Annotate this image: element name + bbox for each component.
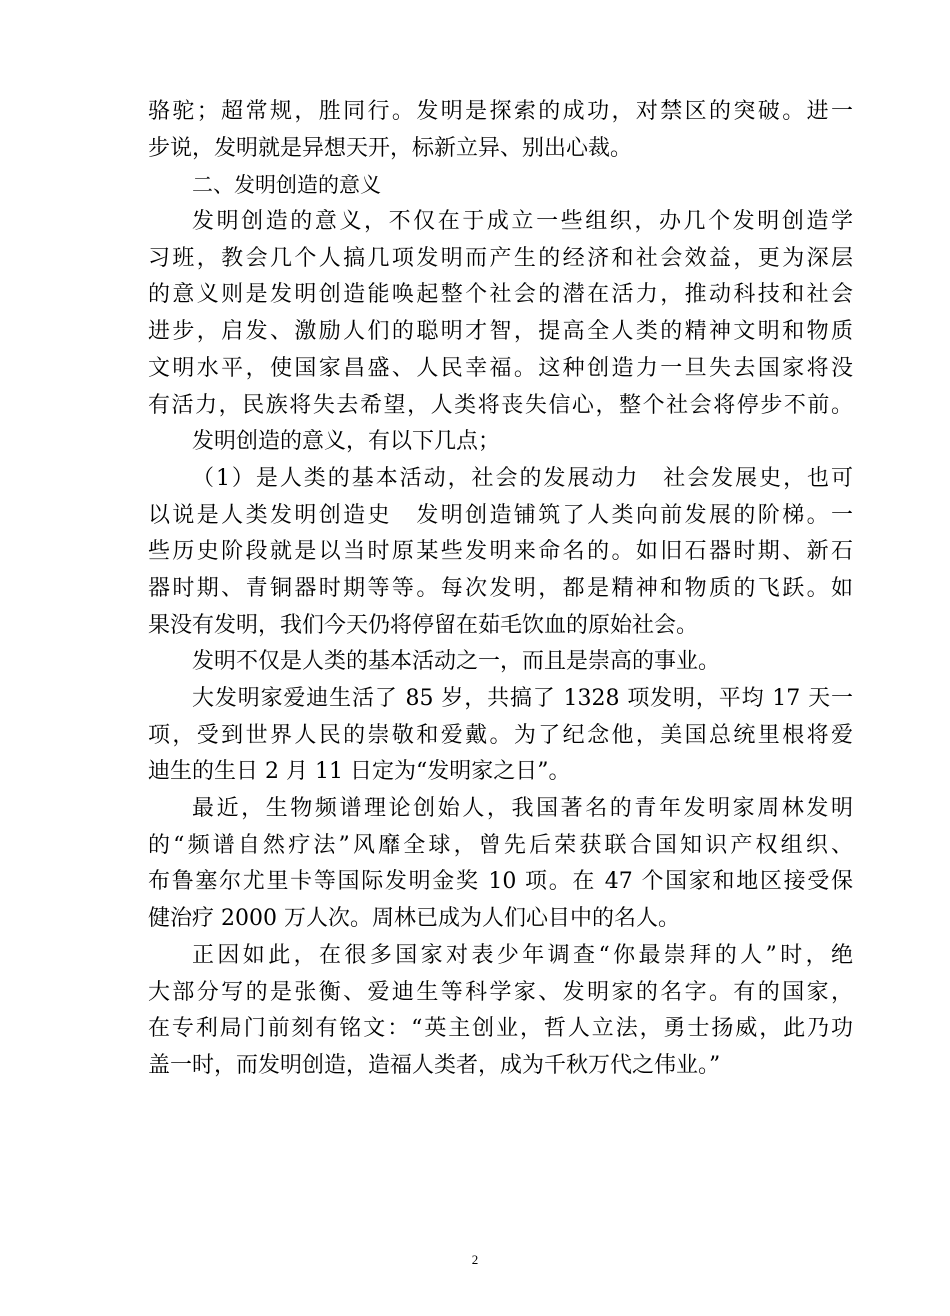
text-line: 器时期、青铜器时期等等。每次发明，都是精神和物质的飞跃。如 [148,575,853,601]
text-line: 项，受到世界人民的崇敬和爱戴。为了纪念他，美国总统里根将爱 [148,722,853,748]
text-line: 迪生的生日 2 月 11 日定为“发明家之日”。 [148,759,571,785]
text-line: 果没有发明，我们今天仍将停留在茹毛饮血的原始社会。 [148,612,699,638]
text-line: 最近，生物频谱理论创始人，我国著名的青年发明家周林发明 [192,796,853,822]
text-line: 健治疗 2000 万人次。周林已成为人们心目中的名人。 [148,906,680,932]
text-line: （1）是人类的基本活动，社会的发展动力 社会发展史，也可 [192,465,853,491]
section-heading: 二、发明创造的意义 [192,173,381,198]
text-line: 些历史阶段就是以当时原某些发明来命名的。如旧石器时期、新石 [148,539,853,565]
page-number: 2 [471,1252,479,1267]
text-line: 骆驼；超常规，胜同行。发明是探索的成功，对禁区的突破。进一 [148,99,853,124]
text-line: 有活力，民族将失去希望，人类将丧失信心，整个社会将停步不前。 [148,392,853,418]
body-text [148,94,853,1085]
text-line: 步说，发明就是异想天开，标新立异、别出心裁。 [148,135,633,161]
text-line: 发明创造的意义，不仅在于成立一些组织，办几个发明创造学 [192,209,853,235]
text-line: 在专利局门前刻有铭文：“英主创业，哲人立法，勇士扬威，此乃功 [148,1016,853,1042]
text-line: 发明创造的意义，有以下几点； [192,429,501,455]
text-line: 发明不仅是人类的基本活动之一，而且是崇高的事业。 [192,649,721,675]
text-line: 以说是人类发明创造史 发明创造铺筑了人类向前发展的阶梯。一 [148,502,853,528]
text-line: 习班，教会几个人搞几项发明而产生的经济和社会效益，更为深层 [148,245,853,271]
text-line: 大部分写的是张衡、爱迪生等科学家、发明家的名字。有的国家， [148,979,853,1005]
text-line: 大发明家爱迪生活了 85 岁，共搞了 1328 项发明，平均 17 天一 [192,686,853,711]
text-line: 的“频谱自然疗法”风靡全球，曾先后荣获联合国知识产权组织、 [148,832,853,858]
text-line: 正因如此，在很多国家对表少年调查“你最崇拜的人”时，绝 [192,942,853,968]
text-line: 文明水平，使国家昌盛、人民幸福。这种创造力一旦失去国家将没 [148,355,853,381]
text-line: 进步，启发、激励人们的聪明才智，提高全人类的精神文明和物质 [148,319,853,345]
text-line: 的意义则是发明创造能唤起整个社会的潜在活力，推动科技和社会 [148,282,853,308]
text-line: 盖一时，而发明创造，造福人类者，成为千秋万代之伟业。” [148,1052,721,1078]
text-line: 布鲁塞尔尤里卡等国际发明金奖 10 项。在 47 个国家和地区接受保 [148,869,853,895]
